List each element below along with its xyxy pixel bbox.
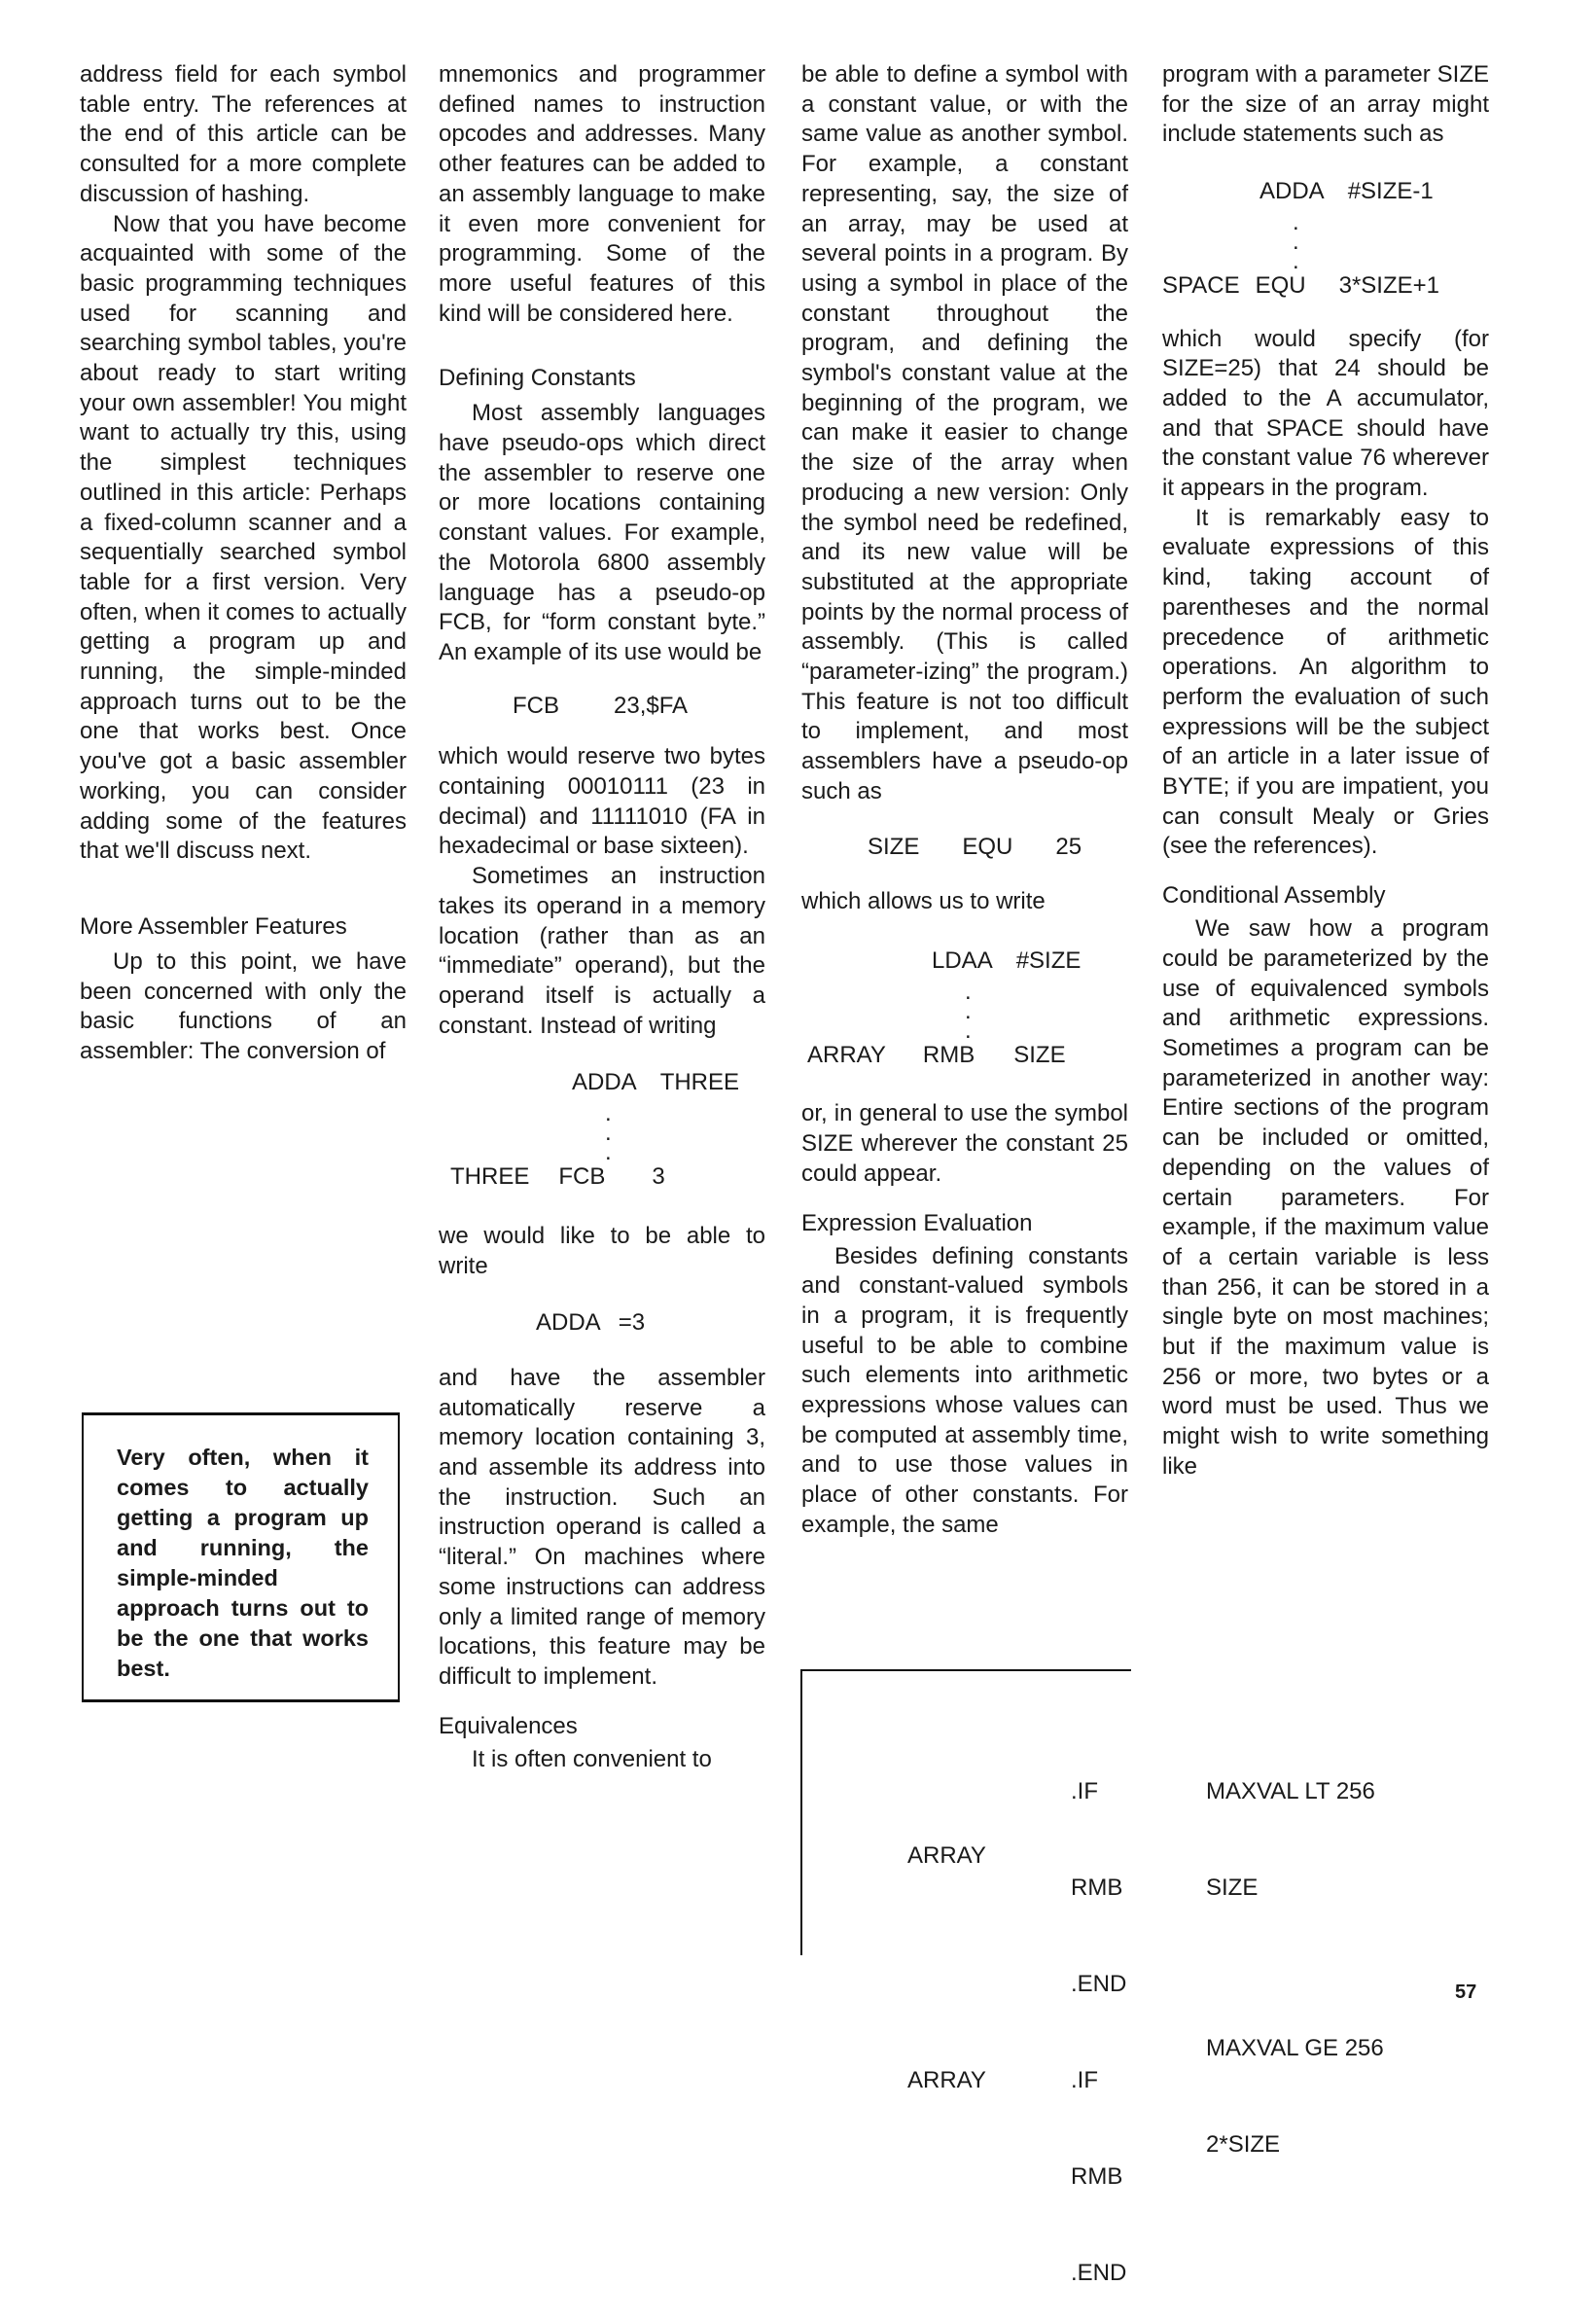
paragraph: mnemonics and programmer defined names to instruction opcodes and addresses. Many other features can be added to an assembly language to make it even more convenient for programming. Some of the more useful features of this kind will be considered here. xyxy=(439,61,765,327)
section-heading-conditional-assembly: Conditional Assembly xyxy=(1162,882,1386,910)
paragraph: we would like to be able to write xyxy=(439,1222,765,1279)
paragraph: address field for each symbol table entry. The references at the end of this article can be consulted for a more complete discussion of hashing. xyxy=(80,61,407,207)
code-example-adda-size xyxy=(1259,177,1489,207)
section-heading-defining-constants: Defining Constants xyxy=(439,365,636,392)
code-arg: SIZE xyxy=(1013,1041,1066,1068)
paragraph: It is remarkably easy to evaluate expressions of this kind, taking account of parentheses and the normal precedence of arithmetic operations. An algorithm to perform the evaluation of such expressions will be the subject of an article in a later issue of BYTE; if you are impatient, you can consult Mealy or Gries (see the references). xyxy=(1162,504,1489,860)
code-arg: 25 xyxy=(1055,833,1082,860)
paragraph: and have the assembler automatically reserve a memory location containing 3, and assemble its address into the instruction. Such an instruction operand is called a “literal.” On machines where some instructions can address only a limited range of memory locations, this feature may be difficult to implement. xyxy=(439,1364,765,1690)
column-3 xyxy=(801,60,1128,1541)
code-arg: 3*SIZE+1 xyxy=(1338,271,1440,299)
paragraph: Now that you have become acquainted with some of the basic programming techniques used for scanning and searching symbol tables, you're about ready to start writing your own assembler! You might want to actually try this, using the simplest techniques outlined in this article: Perhaps a fixed-column scanner and a sequentially searched symbol table for a first version. Very often, when it comes to actually getting a program up and running, the simple-minded approach turns out to be the one that works best. Once you've got a basic assembler working, you can consider adding some of the features that we'll discuss next. xyxy=(80,210,407,865)
code-example-space-equ xyxy=(1162,271,1489,302)
column-1 xyxy=(80,60,407,1067)
code-example-literal xyxy=(536,1308,765,1339)
code-op: ADDA xyxy=(572,1069,637,1096)
code-example-size-equ xyxy=(868,833,1128,863)
code-op: ADDA xyxy=(1259,178,1325,205)
paragraph: Up to this point, we have been concerned with only the basic functions of an assembler: The conversion of xyxy=(80,947,407,1065)
code-label: THREE xyxy=(450,1163,530,1191)
paragraph: Sometimes an instruction takes its operand in a memory location (rather than as an “immediate” operand), but the operand itself is actually a constant. Instead of writing xyxy=(439,863,765,1039)
dot: . xyxy=(965,978,972,1005)
code-arg: 23,$FA xyxy=(614,692,689,719)
section-heading-more-assembler-features: More Assembler Features xyxy=(80,912,347,940)
code-ellipsis xyxy=(605,1100,765,1166)
dot: . xyxy=(965,1017,972,1044)
cond-labels-column xyxy=(907,1711,986,2193)
cond-arg: MAXVAL LT 256 xyxy=(1206,1778,1375,1804)
paragraph: program with a parameter SIZE for the size of an array might include statements such as xyxy=(1162,61,1489,148)
cond-arg: SIZE xyxy=(1206,1875,1259,1901)
code-example-fcb xyxy=(513,692,765,722)
code-arg: #SIZE xyxy=(1015,946,1082,974)
pull-quote-text: Very often, when it comes to actually getting a program up and running, the simple-minded approach turns out to be the one that works best. xyxy=(117,1445,369,1681)
code-op: FCB xyxy=(558,1163,606,1191)
code-label: ARRAY xyxy=(807,1041,886,1068)
cond-ops-column xyxy=(1071,1711,1126,2321)
code-op: ADDA xyxy=(536,1309,601,1337)
paragraph: which would reserve two bytes containing 00010111 (23 in decimal) and 11111010 (FA in hexadecimal or base sixteen). xyxy=(439,743,765,860)
code-op: RMB xyxy=(922,1041,975,1068)
paragraph: which would specify (for SIZE=25) that 24 should be added to the A accumulator, and that SPACE should have the constant value 76 wherever it appears in the program. xyxy=(1162,325,1489,502)
section-heading-expression-evaluation: Expression Evaluation xyxy=(801,1209,1033,1236)
paragraph: Most assembly languages have pseudo-ops which direct the assembler to reserve one or more locations containing constant values. For example, the Motorola 6800 assembly language has a pseudo-op FCB, for “form constant byte.” An example of its use would be xyxy=(439,400,765,665)
code-op: LDAA xyxy=(932,946,993,974)
paragraph: or, in general to use the symbol SIZE wherever the constant 25 could appear. xyxy=(801,1100,1128,1187)
code-example-adda-three xyxy=(572,1068,765,1098)
dot: . xyxy=(1293,208,1299,235)
dot: . xyxy=(1293,228,1299,255)
code-arg: THREE xyxy=(659,1069,740,1096)
column-4 xyxy=(1162,60,1489,1482)
paragraph: We saw how a program could be parameterized by the use of equivalenced symbols and arithmetic expressions. Sometimes a program can be parameterized in another way: Entire sections of the program can be included or omitted, depending on the values of certain parameters. For example, if the maximum value of a certain variable is less than 256, it can be stored in a single byte on most machines; but if the maximum value is 256 or more, two bytes or a word must be used. Thus we might wish to write something like xyxy=(1162,915,1489,1480)
cond-op: RMB xyxy=(1071,1875,1123,1901)
code-label: SIZE xyxy=(868,833,920,860)
section-heading-equivalences: Equivalences xyxy=(439,1712,578,1739)
cond-op: .IF xyxy=(1071,1778,1098,1804)
code-op: FCB xyxy=(513,692,559,719)
code-op: EQU xyxy=(962,833,1013,860)
cond-op: .IF xyxy=(1071,2067,1098,2093)
code-arg: =3 xyxy=(618,1309,646,1337)
code-example-array-rmb xyxy=(807,1041,1128,1071)
paragraph: be able to define a symbol with a constant value, or with the same value as another symbol. For example, a constant representing, say, the size of an array, may be used at several points in a program. By using a symbol in place of the constant throughout the program, and defining the symbol's constant value at the beginning of the program, we can make it easier to change the size of the array when producing a new version: Only the symbol need be redefined, and its new value will be substituted at the appropriate points by the normal process of assembly. (This is called “parameter-izing” the program.) This feature is not too difficult to implement, and most assemblers have a pseudo-op such as xyxy=(801,61,1128,804)
dot: . xyxy=(605,1120,612,1147)
code-example-ldaa xyxy=(932,946,1128,977)
paragraph: which allows us to write xyxy=(801,888,1046,915)
cond-arg: MAXVAL GE 256 xyxy=(1206,2035,1384,2061)
code-arg: #SIZE-1 xyxy=(1347,178,1434,205)
cond-label: ARRAY xyxy=(907,2067,986,2093)
code-arg: 3 xyxy=(652,1163,665,1191)
cond-args-column xyxy=(1206,1711,1384,2257)
paragraph: It is often convenient to xyxy=(472,1745,712,1772)
dot: . xyxy=(1293,247,1299,274)
code-op: EQU xyxy=(1255,271,1306,299)
cond-op: .END xyxy=(1071,2260,1127,2286)
code-ellipsis xyxy=(965,978,1128,1044)
cond-arg: 2*SIZE xyxy=(1206,2131,1281,2158)
code-example-three-fcb xyxy=(450,1162,765,1193)
code-ellipsis xyxy=(1293,208,1489,274)
column-2 xyxy=(439,60,765,1774)
page-number: 57 xyxy=(1455,1982,1477,2003)
pull-quote-box xyxy=(82,1412,400,1702)
cond-op: RMB xyxy=(1071,2163,1123,2190)
dot: . xyxy=(965,997,972,1024)
dot: . xyxy=(605,1100,612,1127)
cond-op: .END xyxy=(1071,1971,1127,1997)
code-label: SPACE xyxy=(1162,271,1240,299)
dot: . xyxy=(605,1139,612,1166)
cond-label: ARRAY xyxy=(907,1842,986,1869)
paragraph: Besides defining constants and constant-valued symbols in a program, it is frequently useful to be able to combine such elements into arithmetic expressions whose values can be computed at assembly time, and to use those values in place of other constants. For example, the same xyxy=(801,1242,1128,1538)
